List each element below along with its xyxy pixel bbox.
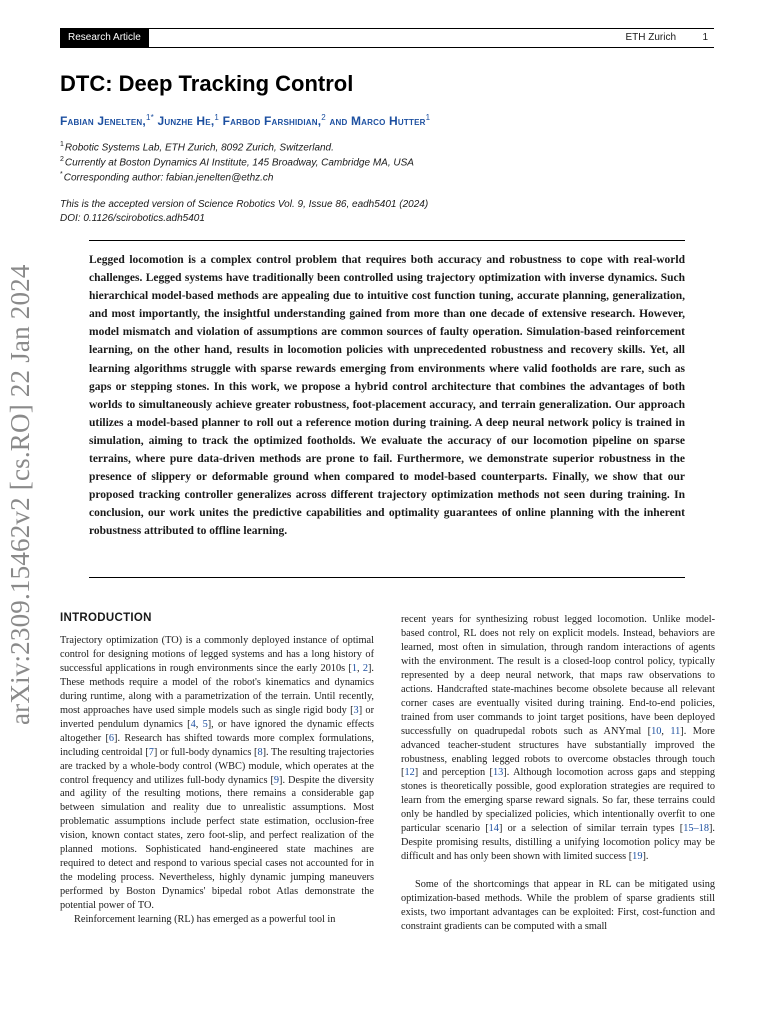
body-paragraph bbox=[60, 634, 374, 913]
section-heading: INTRODUCTION bbox=[60, 612, 152, 624]
paragraph-text: ] or inverted pendulum dynamics [ bbox=[60, 704, 374, 730]
citation-link[interactable]: 12 bbox=[404, 767, 415, 779]
paragraph-text: recent years for synthesizing robust legged locomotion. Unlike model-based control, RL does not rely on explicit models. Instead, behaviors are learned, most often in simulation, through random interactions of agents with the environment. The result is a closed-loop control policy, typically represented by a deep neural network, that maps raw observations to actions. Handcrafted state-machines become obsolete because all relevant corner cases are eventually visited during training. End-to-end policies, trained from user commands to joint target positions, have been deployed successfully on quadrupedal robots such as ANYmal [ bbox=[401, 614, 715, 737]
page-header bbox=[60, 28, 714, 48]
left-column bbox=[60, 612, 374, 927]
affiliation-line bbox=[60, 156, 414, 168]
affiliation-line bbox=[60, 171, 273, 183]
affiliation-mark: 2 bbox=[60, 156, 64, 163]
body-paragraph: Reinforcement learning (RL) has emerged as a powerful tool in bbox=[74, 914, 336, 926]
citation-link[interactable]: 7 bbox=[148, 746, 154, 758]
abstract-bottom-rule bbox=[89, 577, 685, 578]
paragraph-text: ] or a selection of similar terrain types [ bbox=[498, 823, 684, 835]
affiliation-mark: * bbox=[60, 171, 63, 178]
paragraph-text: Trajectory optimization (TO) is a commonly deployed instance of optimal control for designing motions of legged systems and has a long history of successful applications in rough environments since the early 2010s [ bbox=[60, 635, 374, 674]
paragraph-text: ]. More advanced teacher-student structures have substantially improved the robustness, enabling legged robots to overcome obstacles through touch [ bbox=[401, 725, 715, 779]
citation-link[interactable]: 14 bbox=[488, 823, 499, 835]
citation-link[interactable]: 3 bbox=[353, 704, 359, 716]
paragraph-text: ]. These methods require a model of the robot's kinematics and dynamics during runtime, along with a parametrization of the terrain. Until recently, most approaches have used simple models such as single rigid body [ bbox=[60, 662, 374, 716]
citation-link[interactable]: 2 bbox=[362, 662, 368, 674]
author-affiliation-mark: 1 bbox=[425, 113, 431, 122]
publication-note: This is the accepted version of Science Robotics Vol. 9, Issue 86, eadh5401 (2024) bbox=[60, 199, 429, 210]
paragraph-text: ] or full-body dynamics [ bbox=[153, 746, 258, 758]
author-affiliation-mark: 1 bbox=[214, 113, 220, 122]
paragraph-text: ]. Despite promising results, distilling a unifying locomotion policy may be difficult and has only been shown with limited success [ bbox=[401, 823, 715, 863]
abstract: Legged locomotion is a complex control problem that requires both accuracy and robustness to cope with real-world challenges. Legged systems have traditionally been controlled using trajectory optimization with inverse dynamics. Such hierarchical model-based methods are appealing due to intuitive cost function tuning, accurate planning, generalization, and most importantly, the insightful understanding gained from more than one decade of extensive research. However, model mismatch and violation of assumptions are common sources of faulty operation. Simulation-based reinforcement learning, on the other hand, results in locomotion policies with unprecedented robustness and recovery skills. Yet, all learning algorithms struggle with sparse rewards emerging from environments where valid footholds are rare, such as gaps or stepping stones. In this work, we propose a hybrid control architecture that combines the advantages of both worlds to simultaneously achieve greater robustness, foot-placement accuracy, and terrain generalization. Our approach utilizes a model-based planner to roll out a reference motion during training. A deep neural network policy is trained in simulation, aiming to track the optimized footholds. We evaluate the accuracy of our locomotion pipeline on sparse terrains, where pure data-driven methods are prone to fail. Furthermore, we demonstrate superior robustness in the presence of slippery or deformable ground when compared to model-based counterparts. Finally, we show that our proposed tracking controller generalizes across different trajectory optimization methods not seen during training. In conclusion, our work unites the predictive capabilities and optimality guarantees of online planning with the inherent robustness attributed to offline learning. bbox=[89, 254, 685, 538]
affiliation-mark: 1 bbox=[60, 141, 64, 148]
paragraph-text: , bbox=[195, 718, 203, 730]
page-number: 1 bbox=[702, 32, 708, 43]
citation-link[interactable]: 9 bbox=[273, 774, 280, 786]
citation-link[interactable]: 10 bbox=[651, 725, 662, 737]
paper-title: DTC: Deep Tracking Control bbox=[60, 71, 354, 96]
doi[interactable]: DOI: 0.1126/scirobotics.adh5401 bbox=[60, 213, 205, 224]
author-name: Junzhe He, bbox=[157, 114, 215, 128]
paragraph-text: ]. Research has shifted towards more complex formulations, including centroidal [ bbox=[60, 732, 374, 758]
right-column bbox=[401, 613, 715, 934]
author-name: Farbod Farshidian, bbox=[222, 114, 322, 128]
header-institution: ETH Zurich bbox=[625, 32, 676, 43]
affiliation-line bbox=[60, 141, 334, 153]
abstract-top-rule bbox=[89, 240, 685, 241]
arxiv-stamp[interactable]: arXiv:2309.15462v2 [cs.RO] 22 Jan 2024 bbox=[5, 264, 35, 725]
body-paragraph: Some of the shortcomings that appear in RL can be mitigated using optimization-based methods. While the problem of sparse gradients still exists, two important advantages can be exploited: First, cost-function and constraint gradients can be computed with a small bbox=[401, 879, 715, 932]
citation-link[interactable]: 13 bbox=[492, 767, 504, 779]
paragraph-text: ]. Although locomotion across gaps and stepping stones is theoretically possible, good exploration strategies are required to learn from the emerging sparse reward signals. So far, these terrains could only be handled by specialized policies, which intentionally overfit to one particular scenario [ bbox=[401, 767, 715, 835]
author-name: and Marco Hutter bbox=[329, 114, 426, 128]
article-type-tag: Research Article bbox=[60, 29, 149, 47]
citation-link[interactable]: 8 bbox=[257, 746, 263, 758]
paragraph-text: ]. bbox=[642, 851, 649, 863]
author-name: Fabian Jenelten, bbox=[60, 114, 146, 128]
citation-link[interactable]: 6 bbox=[108, 732, 115, 744]
paragraph-text: ]. Despite the diversity and agility of the resulting motions, there remains a considerable gap between simulation and reality due to unrealistic assumptions. Most problematic assumptions include perfect state estimation, occlusion-free vision, known contact states, zero foot-slip, and perfect realization of the planned motions. Sophisticated hand-engineered state machines are required to detect and respond to various special cases not accounted for in the modeling process. Nevertheless, highly dynamic jumping maneuvers performed by Boston Dynamics' bipedal robot Atlas demonstrate the potential power of TO. bbox=[60, 774, 374, 912]
affiliation-text: Corresponding author: fabian.jenelten@ethz.ch bbox=[63, 172, 274, 184]
paragraph-text: ] and perception [ bbox=[414, 767, 493, 779]
body-paragraph bbox=[401, 613, 715, 864]
affiliation-text: Currently at Boston Dynamics AI Institute, 145 Broadway, Cambridge MA, USA bbox=[64, 157, 414, 169]
paragraph-text: , bbox=[661, 725, 671, 737]
citation-link[interactable]: 19 bbox=[632, 851, 643, 863]
author-affiliation-mark: 2 bbox=[321, 113, 326, 122]
citation-link[interactable]: 4 bbox=[190, 718, 196, 730]
citation-link[interactable]: 1 bbox=[351, 662, 357, 674]
author-list bbox=[60, 113, 430, 128]
affiliation-text: Robotic Systems Lab, ETH Zurich, 8092 Zurich, Switzerland. bbox=[64, 142, 334, 154]
citation-link[interactable]: 11 bbox=[670, 725, 681, 737]
author-affiliation-mark: 1* bbox=[145, 113, 154, 122]
paragraph-text: ]. The resulting trajectories are tracked by a whole-body control (WBC) module, which operates at the control frequency and utilizes full-body dynamics [ bbox=[60, 746, 374, 786]
paragraph-text: ], or have ignored the dynamic effects altogether [ bbox=[60, 718, 374, 744]
paragraph-text: , bbox=[356, 662, 363, 674]
citation-link[interactable]: 5 bbox=[202, 718, 208, 730]
citation-link[interactable]: 15–18 bbox=[683, 823, 709, 835]
